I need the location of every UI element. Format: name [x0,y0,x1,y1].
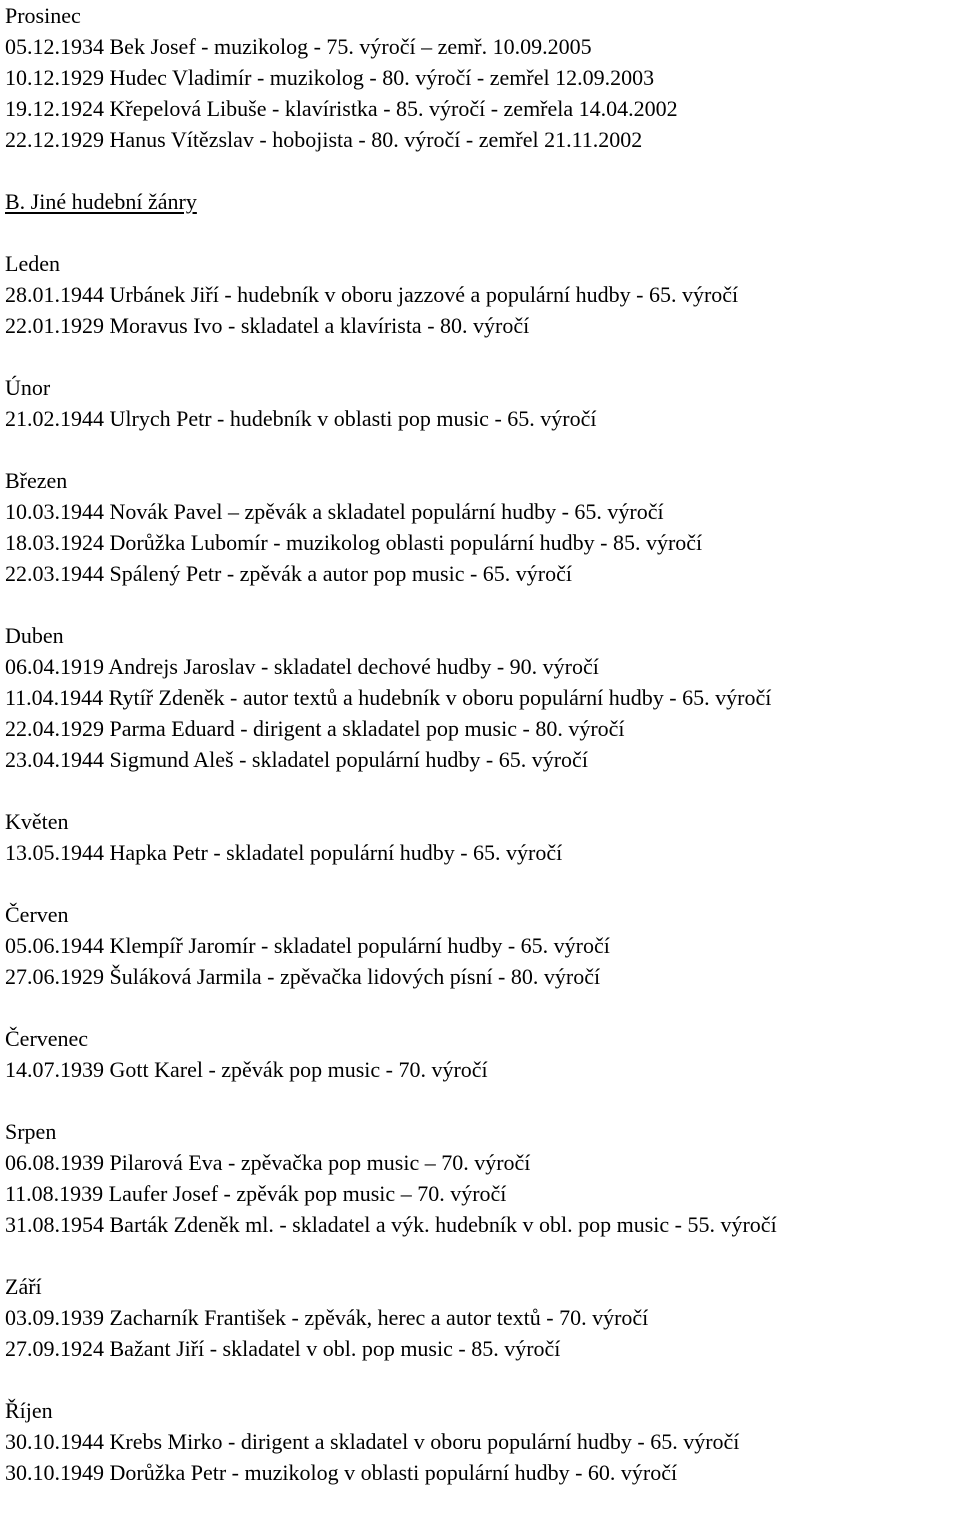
anniversary-entry: 05.06.1944 Klempíř Jaromír - skladatel populární hudby - 65. výročí [5,933,610,958]
anniversary-entry: 22.12.1929 Hanus Vítězslav - hobojista - 80. výročí - zemřel 21.11.2002 [5,127,643,152]
section-spacer [5,589,960,620]
month-heading-prosinec: Prosinec [5,3,81,28]
section-spacer [5,775,960,806]
anniversary-entry: 03.09.1939 Zacharník František - zpěvák, herec a autor textů - 70. výročí [5,1305,649,1330]
anniversary-entry: 13.05.1944 Hapka Petr - skladatel populární hudby - 65. výročí [5,840,563,865]
anniversary-entry: 10.03.1944 Novák Pavel – zpěvák a skladatel populární hudby - 65. výročí [5,499,664,524]
month-heading: Červenec [5,1026,89,1051]
anniversary-entry: 30.10.1944 Krebs Mirko - dirigent a skladatel v oboru populární hudby - 65. výročí [5,1429,740,1454]
month-heading: Leden [5,251,60,276]
anniversary-entry: 05.12.1934 Bek Josef - muzikolog - 75. výročí – zemř. 10.09.2005 [5,34,592,59]
month-heading: Květen [5,809,69,834]
month-heading: Říjen [5,1398,53,1423]
anniversary-entry: 06.08.1939 Pilarová Eva - zpěvačka pop music – 70. výročí [5,1150,531,1175]
section-spacer [5,1364,960,1395]
anniversary-entry: 27.09.1924 Bažant Jiří - skladatel v obl. pop music - 85. výročí [5,1336,561,1361]
anniversary-entry: 27.06.1929 Šuláková Jarmila - zpěvačka lidových písní - 80. výročí [5,964,601,989]
anniversary-entry: 18.03.1924 Dorůžka Lubomír - muzikolog oblasti populární hudby - 85. výročí [5,530,703,555]
months-list [5,217,960,1488]
month-heading: Duben [5,623,64,648]
anniversary-entry: 22.03.1944 Spálený Petr - zpěvák a autor pop music - 65. výročí [5,561,572,586]
section-spacer [5,868,960,899]
anniversary-entry: 14.07.1939 Gott Karel - zpěvák pop music - 70. výročí [5,1057,488,1082]
anniversary-entry: 11.04.1944 Rytíř Zdeněk - autor textů a hudebník v oboru populární hudby - 65. výročí [5,685,772,710]
anniversary-entry: 22.01.1929 Moravus Ivo - skladatel a klavírista - 80. výročí [5,313,530,338]
section-spacer [5,992,960,1023]
section-spacer [5,434,960,465]
section-spacer [5,1085,960,1116]
anniversary-entry: 22.04.1929 Parma Eduard - dirigent a skladatel pop music - 80. výročí [5,716,625,741]
anniversary-entry: 31.08.1954 Barták Zdeněk ml. - skladatel a výk. hudebník v obl. pop music - 55. výročí [5,1212,777,1237]
section-heading-other-genres: B. Jiné hudební žánry [5,189,197,214]
month-heading: Červen [5,902,69,927]
anniversary-entry: 30.10.1949 Dorůžka Petr - muzikolog v oblasti populární hudby - 60. výročí [5,1460,678,1485]
anniversary-entry: 19.12.1924 Křepelová Libuše - klavíristka - 85. výročí - zemřela 14.04.2002 [5,96,678,121]
month-heading: Září [5,1274,42,1299]
anniversary-entry: 10.12.1929 Hudec Vladimír - muzikolog - 80. výročí - zemřel 12.09.2003 [5,65,655,90]
anniversary-entry: 11.08.1939 Laufer Josef - zpěvák pop music – 70. výročí [5,1181,507,1206]
month-heading: Únor [5,375,51,400]
anniversary-entry: 06.04.1919 Andrejs Jaroslav - skladatel dechové hudby - 90. výročí [5,654,599,679]
anniversary-entry: 23.04.1944 Sigmund Aleš - skladatel populární hudby - 65. výročí [5,747,588,772]
anniversary-entry: 21.02.1944 Ulrych Petr - hudebník v oblasti pop music - 65. výročí [5,406,597,431]
section-spacer [5,341,960,372]
month-heading: Srpen [5,1119,57,1144]
section-spacer [5,217,960,248]
section-spacer [5,155,960,186]
month-heading: Březen [5,468,68,493]
section-spacer [5,1240,960,1271]
anniversary-entry: 28.01.1944 Urbánek Jiří - hudebník v oboru jazzové a populární hudby - 65. výročí [5,282,739,307]
document-page [5,0,960,1488]
